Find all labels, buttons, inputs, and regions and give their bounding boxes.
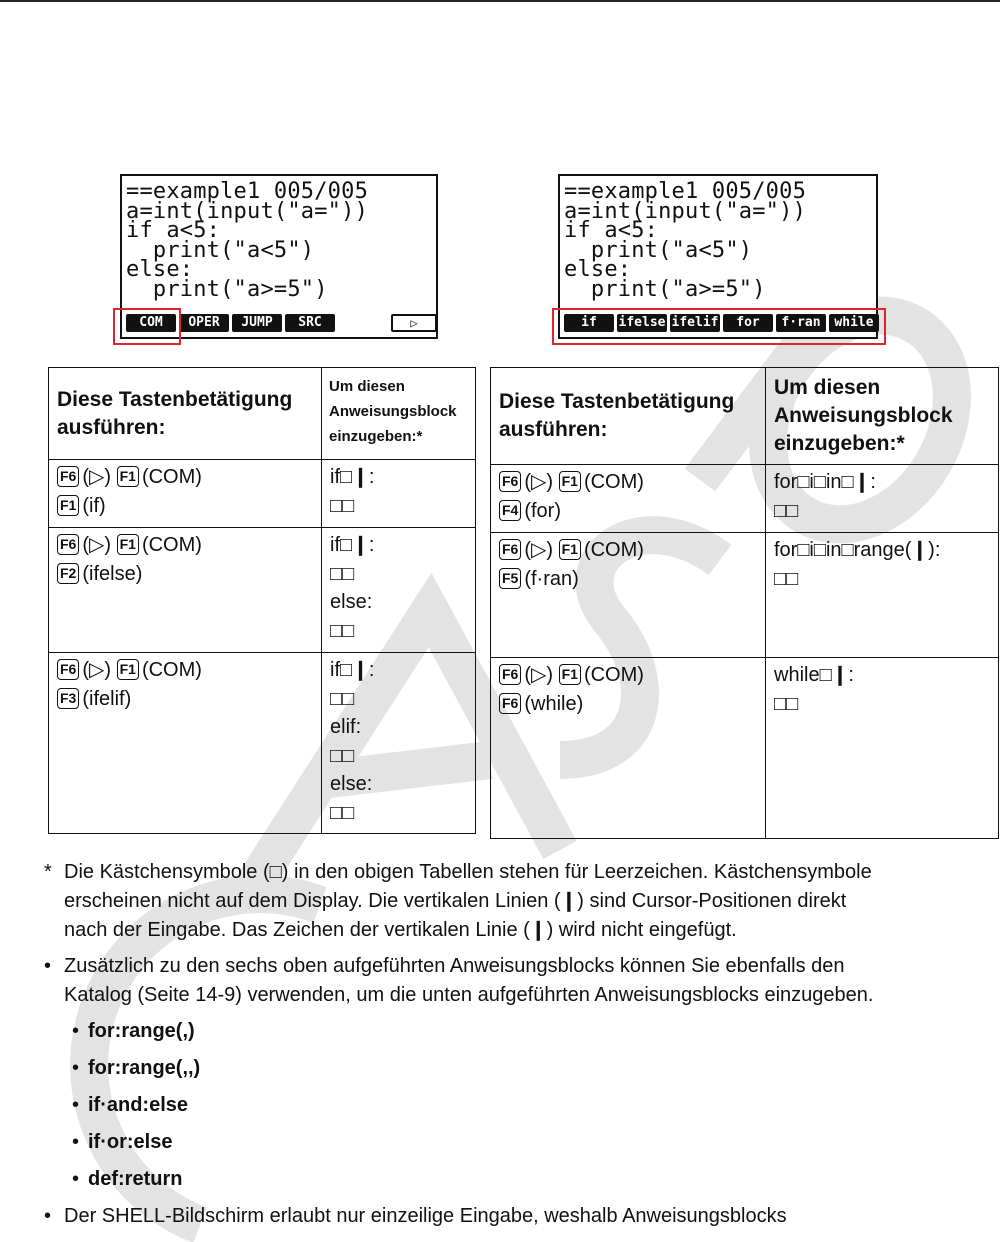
keys-cell xyxy=(49,460,322,528)
key-text: (▷) xyxy=(82,659,112,681)
key-cap: F1 xyxy=(117,466,139,487)
key-cap: F6 xyxy=(57,534,79,555)
catalog-item xyxy=(44,1165,994,1194)
screen-line: a=int(input("a=")) xyxy=(564,198,807,224)
key-text: (ifelif) xyxy=(82,687,132,710)
keys-cell xyxy=(491,658,766,839)
fkey-oper[interactable]: OPER xyxy=(179,314,229,332)
block-line: for□i□in□range(❙): xyxy=(774,539,941,561)
catalog-item-text: if·and:else xyxy=(88,1094,189,1116)
table-header-row xyxy=(49,368,476,460)
key-text: (while) xyxy=(524,692,584,715)
block-cell xyxy=(766,465,999,533)
table-row xyxy=(49,528,476,653)
block-cell xyxy=(322,528,476,653)
block-line: else: xyxy=(330,591,373,613)
keys-cell xyxy=(49,528,322,653)
key-text: (COM) xyxy=(141,534,202,556)
block-line: □□ xyxy=(330,562,355,585)
keys-cell xyxy=(491,465,766,533)
block-line: else: xyxy=(330,773,373,795)
keys-cell xyxy=(49,653,322,834)
bullet-marker: • xyxy=(72,1020,80,1042)
key-text: (for) xyxy=(524,499,562,522)
key-cap: F1 xyxy=(117,534,139,555)
block-line: □□ xyxy=(774,567,799,590)
bullet-text: Der SHELL-Bildschirm erlaubt nur einzeilige Eingabe, weshalb Anweisungsblocks xyxy=(64,1205,787,1227)
fkey-while[interactable]: while xyxy=(829,314,879,332)
fkey-com[interactable]: COM xyxy=(126,314,176,332)
screen-line: else: xyxy=(564,257,632,282)
key-text: (▷) xyxy=(524,471,554,493)
footnote-text: Die Kästchensymbole (□) in den obigen Tabellen stehen für Leerzeichen. Kästchensymbole erscheinen nicht auf dem Display. Die vertikalen Linien (❙) sind Cursor-Positionen direkt nach der Eingabe. Das Zeichen der vertikalen Linie (❙) wird nicht eingefügt. xyxy=(64,861,872,941)
block-line: if□❙: xyxy=(330,659,375,681)
highlight-block-keys xyxy=(552,308,886,345)
block-cell xyxy=(766,658,999,839)
catalog-item xyxy=(44,1017,994,1046)
bullet-marker: • xyxy=(44,1205,52,1227)
fkey-ifelse[interactable]: ifelse xyxy=(618,315,666,330)
key-text: (▷) xyxy=(524,664,554,686)
block-line: □□ xyxy=(330,619,355,642)
block-line: elif: xyxy=(330,716,362,738)
block-cell xyxy=(766,533,999,658)
table-row xyxy=(49,653,476,834)
block-cell xyxy=(322,460,476,528)
catalog-item xyxy=(44,1054,994,1083)
bullet-marker: • xyxy=(44,955,52,977)
top-rule xyxy=(0,0,1000,2)
left-operations-table xyxy=(48,367,476,834)
catalog-item-text: for:range(,,) xyxy=(88,1057,201,1079)
block-cell xyxy=(322,653,476,834)
fkey-f-ran[interactable]: f·ran xyxy=(776,314,826,332)
key-cap: F3 xyxy=(57,688,79,709)
bullet-marker: • xyxy=(72,1057,80,1079)
key-cap: F5 xyxy=(499,568,521,589)
table-header-row xyxy=(491,368,999,465)
fkey-next-arrow[interactable]: ▷ xyxy=(391,314,437,332)
table-row xyxy=(49,460,476,528)
header-operation: Diese Tastenbetätigung ausführen: xyxy=(491,368,766,465)
block-line: □□ xyxy=(330,494,355,517)
key-text: (COM) xyxy=(583,664,644,686)
screen-line: print("a<5") xyxy=(126,237,315,263)
catalog-item-text: def:return xyxy=(88,1168,183,1190)
fkey-jump[interactable]: JUMP xyxy=(232,314,282,332)
table-row xyxy=(491,533,999,658)
key-cap: F6 xyxy=(499,539,521,560)
key-cap: F1 xyxy=(57,495,79,516)
key-text: (▷) xyxy=(82,466,112,488)
key-cap: F1 xyxy=(559,471,581,492)
key-text: (COM) xyxy=(141,466,202,488)
bullet-marker: • xyxy=(72,1094,80,1116)
bullet-shell xyxy=(44,1202,994,1231)
bullet-marker: • xyxy=(72,1131,80,1153)
catalog-item xyxy=(44,1091,994,1120)
block-line: □□ xyxy=(330,687,355,710)
bullet-catalog xyxy=(44,952,994,1010)
key-text: (ifelse) xyxy=(82,562,143,585)
header-operation: Diese Tastenbetätigung ausführen: xyxy=(49,368,322,460)
key-cap: F6 xyxy=(499,664,521,685)
screen-line: print("a>=5") xyxy=(564,276,766,302)
right-operations-table xyxy=(490,367,999,839)
bullet-text: Zusätzlich zu den sechs oben aufgeführten Anweisungsblocks können Sie ebenfalls den Katalog (Seite 14-9) verwenden, um die unten aufgeführten Anweisungsblocks einzugeben. xyxy=(64,955,874,1006)
key-cap: F4 xyxy=(499,500,521,521)
screen-line: a=int(input("a=")) xyxy=(126,198,369,224)
key-text: (▷) xyxy=(524,539,554,561)
catalog-item-text: if·or:else xyxy=(88,1131,173,1153)
key-cap: F6 xyxy=(499,693,521,714)
keys-cell xyxy=(491,533,766,658)
screen-line: print("a>=5") xyxy=(126,276,328,302)
key-text: (▷) xyxy=(82,534,112,556)
catalog-item-text: for:range(,) xyxy=(88,1020,195,1042)
key-cap: F6 xyxy=(499,471,521,492)
footnote-star xyxy=(44,858,994,945)
fkey-src[interactable]: SRC xyxy=(285,314,335,332)
footnotes xyxy=(44,858,994,1238)
bullet-marker: • xyxy=(72,1168,80,1190)
fkey-if[interactable]: if xyxy=(564,314,614,332)
key-cap: F1 xyxy=(559,664,581,685)
key-text: (COM) xyxy=(583,539,644,561)
block-line: while□❙: xyxy=(774,664,854,686)
table-row xyxy=(491,465,999,533)
header-block: Um diesen Anweisungsblock einzugeben:* xyxy=(322,368,476,460)
screen-line: ==example1 005/005 xyxy=(126,179,369,204)
key-cap: F2 xyxy=(57,563,79,584)
footnote-marker: * xyxy=(44,861,52,883)
fkey-ifelif[interactable]: ifelif xyxy=(671,315,719,330)
screen-line: if a<5: xyxy=(126,218,221,243)
block-line: □□ xyxy=(330,801,355,824)
key-text: (f·ran) xyxy=(524,567,579,590)
key-text: (COM) xyxy=(583,471,644,493)
key-text: (if) xyxy=(82,494,106,517)
block-line: if□❙: xyxy=(330,534,375,556)
block-line: □□ xyxy=(774,692,799,715)
table-row xyxy=(491,658,999,839)
key-cap: F6 xyxy=(57,659,79,680)
screen-line: else: xyxy=(126,257,194,282)
block-line: □□ xyxy=(774,499,799,522)
key-text: (COM) xyxy=(141,659,202,681)
block-line: if□❙: xyxy=(330,466,375,488)
key-cap: F1 xyxy=(117,659,139,680)
screen-line: ==example1 005/005 xyxy=(564,179,807,204)
block-line: for□i□in□❙: xyxy=(774,471,876,493)
screen-line: if a<5: xyxy=(564,218,659,243)
fkey-empty xyxy=(338,314,388,332)
highlight-com-key xyxy=(113,308,181,345)
block-line: □□ xyxy=(330,744,355,767)
fkey-for[interactable]: for xyxy=(723,314,773,332)
catalog-item xyxy=(44,1128,994,1157)
screen-line: print("a<5") xyxy=(564,237,753,263)
key-cap: F1 xyxy=(559,539,581,560)
header-block: Um diesen Anweisungsblock einzugeben:* xyxy=(766,368,999,465)
key-cap: F6 xyxy=(57,466,79,487)
